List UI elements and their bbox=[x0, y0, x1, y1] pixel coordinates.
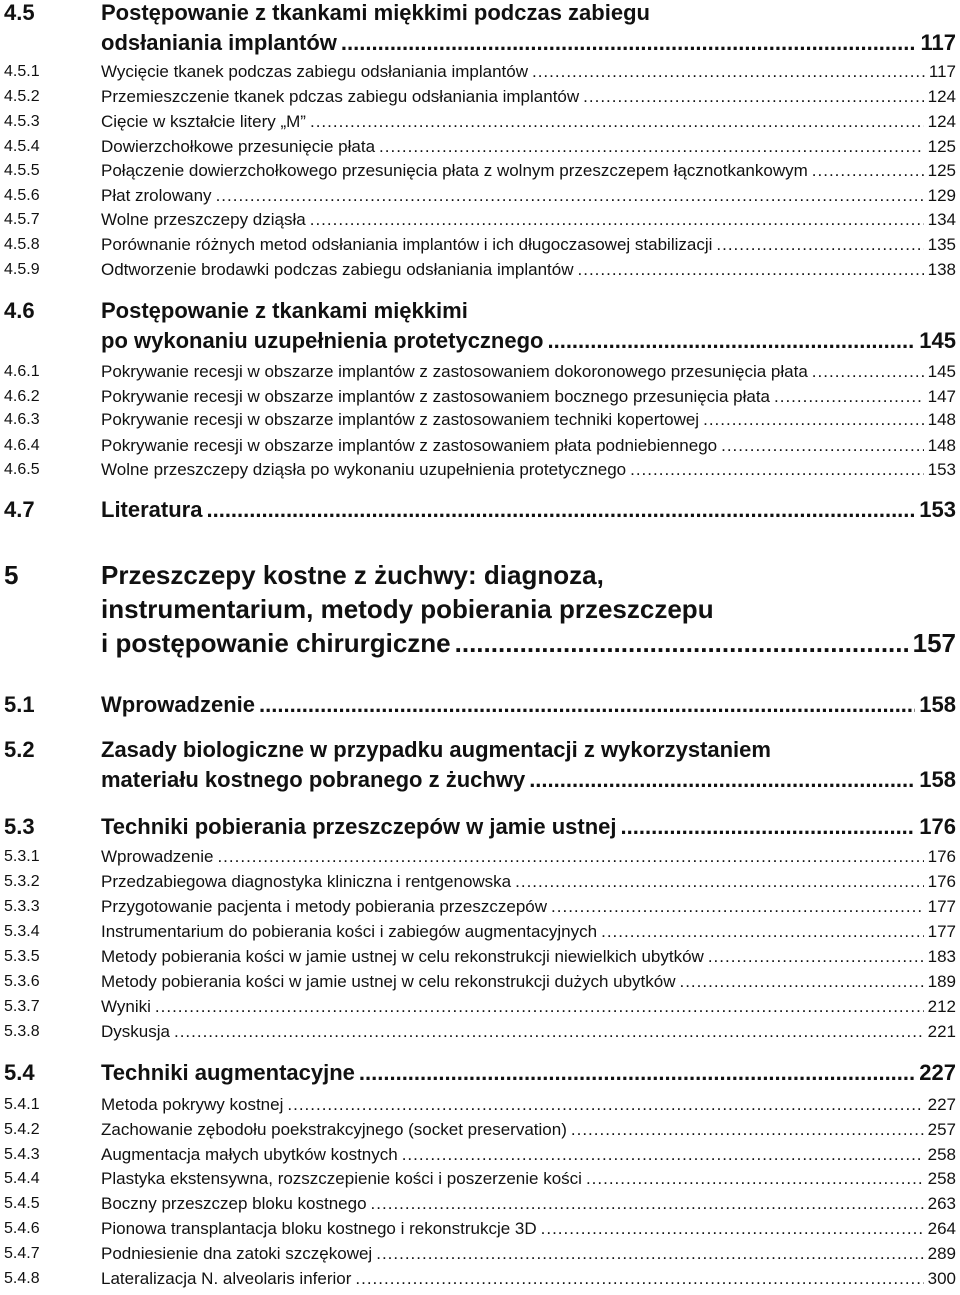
toc-entry-line bbox=[101, 360, 956, 384]
toc-entry-page-number: 129 bbox=[927, 186, 956, 205]
toc-entry-number: 5.3.1 bbox=[4, 848, 40, 865]
toc-entry-number: 4.6.3 bbox=[4, 411, 40, 428]
toc-entry-number: 4.5.9 bbox=[4, 261, 40, 278]
toc-entry-title: Pionowa transplantacja bloku kostnego i rekonstrukcje 3D bbox=[101, 1219, 537, 1238]
toc-entry[interactable] bbox=[0, 208, 956, 232]
toc-entry-number: 5.4.5 bbox=[4, 1195, 40, 1212]
toc-entry-page-number: 148 bbox=[927, 436, 956, 455]
toc-entry[interactable] bbox=[0, 970, 956, 994]
toc-entry-line bbox=[101, 0, 956, 28]
toc-entry-title: Dyskusja bbox=[101, 1022, 170, 1041]
toc-entry-line bbox=[101, 85, 956, 109]
dot-leader bbox=[310, 110, 924, 134]
toc-entry-number: 5.4.7 bbox=[4, 1245, 40, 1262]
toc-entry[interactable] bbox=[0, 60, 956, 84]
dot-leader bbox=[371, 1192, 924, 1216]
toc-entry-number: 5.3.6 bbox=[4, 973, 40, 990]
toc-entry-page-number: 148 bbox=[927, 410, 956, 429]
toc-entry-line bbox=[101, 60, 956, 84]
dot-leader bbox=[532, 60, 925, 84]
toc-entry[interactable] bbox=[0, 895, 956, 919]
toc-entry-page-number: 153 bbox=[919, 497, 956, 522]
toc-entry[interactable] bbox=[0, 945, 956, 969]
toc-entry-page-number: 145 bbox=[919, 328, 956, 353]
toc-entry-number: 5.3.7 bbox=[4, 998, 40, 1015]
dot-leader bbox=[703, 408, 924, 432]
toc-entry[interactable] bbox=[0, 110, 956, 134]
toc-entry-line bbox=[101, 845, 956, 869]
toc-entry-line bbox=[101, 812, 956, 842]
dot-leader bbox=[621, 812, 916, 842]
dot-leader bbox=[259, 690, 915, 720]
toc-entry-page-number: 289 bbox=[927, 1244, 956, 1263]
toc-entry-page-number: 258 bbox=[927, 1145, 956, 1164]
toc-entry-title: Pokrywanie recesji w obszarze implantów z zastosowaniem bocznego przesunięcia płata bbox=[101, 387, 770, 406]
dot-leader bbox=[359, 1058, 915, 1088]
toc-entry-title: Wolne przeszczepy dziąsła bbox=[101, 210, 306, 229]
dot-leader bbox=[174, 1020, 924, 1044]
toc-entry-number: 4.6.1 bbox=[4, 363, 40, 380]
toc-entry-title: Wprowadzenie bbox=[101, 847, 214, 866]
toc-entry-title: po wykonaniu uzupełnienia protetycznego bbox=[101, 328, 544, 353]
toc-entry-line bbox=[101, 28, 956, 58]
toc-entry[interactable] bbox=[0, 1143, 956, 1167]
toc-entry-title: instrumentarium, metody pobierania przeszczepu bbox=[101, 594, 714, 624]
toc-entry-text bbox=[101, 184, 956, 208]
toc-entry-line bbox=[101, 385, 956, 409]
toc-entry-number: 5.3.8 bbox=[4, 1023, 40, 1040]
toc-entry-line bbox=[101, 495, 956, 525]
toc-entry-number: 4.6.4 bbox=[4, 437, 40, 454]
toc-entry-text bbox=[101, 1167, 956, 1191]
toc-entry-page-number: 212 bbox=[927, 997, 956, 1016]
toc-entry-title: Cięcie w kształcie litery „M” bbox=[101, 112, 306, 131]
toc-entry-title: materiału kostnego pobranego z żuchwy bbox=[101, 767, 526, 792]
toc-entry-page-number: 135 bbox=[927, 235, 956, 254]
toc-entry-text bbox=[101, 1118, 956, 1142]
toc-entry-text bbox=[101, 296, 956, 356]
toc-entry-line bbox=[101, 458, 956, 482]
toc-entry-title: Postępowanie z tkankami miękkimi podczas zabiegu bbox=[101, 0, 650, 25]
toc-entry-number: 5 bbox=[4, 560, 19, 590]
toc-entry-line bbox=[101, 690, 956, 720]
toc-entry-line bbox=[101, 208, 956, 232]
toc-entry[interactable] bbox=[0, 159, 956, 183]
toc-entry-text bbox=[101, 258, 956, 282]
toc-entry-number: 5.2 bbox=[4, 737, 35, 762]
toc-entry-number: 4.5.7 bbox=[4, 211, 40, 228]
dot-leader bbox=[515, 870, 924, 894]
toc-entry-page-number: 257 bbox=[927, 1120, 956, 1139]
toc-entry-line bbox=[101, 920, 956, 944]
toc-entry-number: 4.5.2 bbox=[4, 88, 40, 105]
toc-entry-text bbox=[101, 385, 956, 409]
toc-entry-page-number: 300 bbox=[927, 1269, 956, 1288]
toc-entry-line bbox=[101, 1267, 956, 1291]
toc-entry-number: 5.3 bbox=[4, 814, 35, 839]
toc-entry-page-number: 145 bbox=[927, 362, 956, 381]
toc-entry-page-number: 264 bbox=[927, 1219, 956, 1238]
toc-entry-text bbox=[101, 159, 956, 183]
toc-entry-text bbox=[101, 1217, 956, 1241]
toc-entry-page-number: 125 bbox=[927, 161, 956, 180]
toc-entry-page-number: 227 bbox=[927, 1095, 956, 1114]
dot-leader bbox=[376, 1242, 923, 1266]
dot-leader bbox=[341, 28, 917, 58]
toc-entry-title: Techniki pobierania przeszczepów w jamie ustnej bbox=[101, 814, 617, 839]
toc-entry-text bbox=[101, 1093, 956, 1117]
toc-entry-number: 5.4.4 bbox=[4, 1170, 40, 1187]
toc-entry-number: 5.3.4 bbox=[4, 923, 40, 940]
toc-entry-title: Metody pobierania kości w jamie ustnej w celu rekonstrukcji niewielkich ubytków bbox=[101, 947, 704, 966]
dot-leader bbox=[217, 845, 923, 869]
toc-entry-page-number: 176 bbox=[927, 847, 956, 866]
toc-entry-title: Porównanie różnych metod odsłaniania implantów i ich długoczasowej stabilizacji bbox=[101, 235, 713, 254]
toc-entry-number: 4.5.8 bbox=[4, 236, 40, 253]
toc-entry-line bbox=[101, 1143, 956, 1167]
toc-entry-line bbox=[101, 1167, 956, 1191]
toc-entry-line bbox=[101, 895, 956, 919]
toc-entry-line bbox=[101, 1118, 956, 1142]
toc-entry-title: Pokrywanie recesji w obszarze implantów z zastosowaniem płata podniebiennego bbox=[101, 436, 718, 455]
toc-entry-number: 4.5 bbox=[4, 0, 35, 25]
toc-entry-line bbox=[101, 326, 956, 356]
toc-entry-title: Techniki augmentacyjne bbox=[101, 1060, 355, 1085]
toc-entry[interactable] bbox=[0, 1167, 956, 1191]
toc-entry-text bbox=[101, 845, 956, 869]
toc-entry-line bbox=[101, 870, 956, 894]
toc-entry-text bbox=[101, 135, 956, 159]
dot-leader bbox=[206, 495, 915, 525]
toc-entry-title: Pokrywanie recesji w obszarze implantów z zastosowaniem techniki kopertowej bbox=[101, 410, 700, 429]
toc-entry-title: Pokrywanie recesji w obszarze implantów z zastosowaniem dokoronowego przesunięcia płata bbox=[101, 362, 808, 381]
toc-entry-number: 4.5.4 bbox=[4, 138, 40, 155]
toc-entry-text bbox=[101, 1020, 956, 1044]
toc-entry-page-number: 125 bbox=[927, 137, 956, 156]
dot-leader bbox=[455, 626, 909, 660]
toc-entry-line bbox=[101, 159, 956, 183]
toc-entry-number: 5.1 bbox=[4, 692, 35, 717]
toc-entry-page-number: 117 bbox=[920, 30, 956, 55]
toc-entry-text bbox=[101, 995, 956, 1019]
toc-entry-line bbox=[101, 765, 956, 795]
toc-entry-line bbox=[101, 1242, 956, 1266]
dot-leader bbox=[586, 1167, 924, 1191]
toc-entry-number: 4.6.5 bbox=[4, 461, 40, 478]
toc-entry-text bbox=[101, 735, 956, 795]
toc-entry-title: i postępowanie chirurgiczne bbox=[101, 628, 451, 658]
toc-entry[interactable] bbox=[0, 1118, 956, 1142]
toc-entry-page-number: 177 bbox=[927, 922, 956, 941]
toc-entry-title: Lateralizacja N. alveolaris inferior bbox=[101, 1269, 352, 1288]
toc-entry-number: 4.6.2 bbox=[4, 388, 40, 405]
toc-entry-title: Literatura bbox=[101, 497, 203, 522]
toc-entry-title: Metoda pokrywy kostnej bbox=[101, 1095, 284, 1114]
toc-entry-text bbox=[101, 812, 956, 842]
toc-entry-title: Boczny przeszczep bloku kostnego bbox=[101, 1194, 367, 1213]
toc-entry-page-number: 189 bbox=[927, 972, 956, 991]
toc-entry-text bbox=[101, 408, 956, 432]
toc-entry-page-number: 117 bbox=[928, 62, 956, 81]
toc-entry[interactable] bbox=[0, 995, 956, 1019]
toc-entry[interactable] bbox=[0, 920, 956, 944]
dot-leader bbox=[402, 1143, 924, 1167]
toc-entry-text bbox=[101, 233, 956, 257]
dot-leader bbox=[679, 970, 923, 994]
toc-entry-title: Postępowanie z tkankami miękkimi bbox=[101, 298, 468, 323]
toc-entry[interactable] bbox=[0, 258, 956, 282]
toc-entry-number: 4.5.3 bbox=[4, 113, 40, 130]
toc-entry[interactable] bbox=[0, 1267, 956, 1291]
toc-entry-title: Podniesienie dna zatoki szczękowej bbox=[101, 1244, 373, 1263]
toc-entry-line bbox=[101, 592, 956, 626]
toc-entry-line bbox=[101, 735, 956, 765]
toc-entry-line bbox=[101, 970, 956, 994]
toc-entry-text bbox=[101, 945, 956, 969]
toc-entry-page-number: 138 bbox=[927, 260, 956, 279]
toc-entry-number: 5.4.2 bbox=[4, 1121, 40, 1138]
toc-entry-line bbox=[101, 945, 956, 969]
toc-entry-title: Wyniki bbox=[101, 997, 151, 1016]
toc-entry-text bbox=[101, 1143, 956, 1167]
toc-entry[interactable] bbox=[0, 233, 956, 257]
toc-entry-number: 5.4.3 bbox=[4, 1146, 40, 1163]
toc-entry-page-number: 124 bbox=[927, 87, 956, 106]
toc-entry-text bbox=[101, 495, 956, 525]
toc-entry-title: Przeszczepy kostne z żuchwy: diagnoza, bbox=[101, 560, 604, 590]
toc-entry-page-number: 258 bbox=[927, 1169, 956, 1188]
toc-entry[interactable] bbox=[0, 434, 956, 458]
toc-entry-title: Wprowadzenie bbox=[101, 692, 256, 717]
toc-entry-line bbox=[101, 110, 956, 134]
dot-leader bbox=[551, 895, 924, 919]
toc-entry-number: 4.6 bbox=[4, 298, 35, 323]
dot-leader bbox=[529, 765, 915, 795]
dot-leader bbox=[583, 85, 923, 109]
toc-entry-title: Przemieszczenie tkanek pdczas zabiegu odsłaniania implantów bbox=[101, 87, 580, 106]
toc-entry-page-number: 177 bbox=[927, 897, 956, 916]
toc-entry-page-number: 263 bbox=[927, 1194, 956, 1213]
dot-leader bbox=[716, 233, 923, 257]
toc-entry-line bbox=[101, 184, 956, 208]
toc-entry[interactable] bbox=[0, 870, 956, 894]
toc-entry-page-number: 134 bbox=[927, 210, 956, 229]
toc-entry-number: 4.5.1 bbox=[4, 63, 40, 80]
toc-entry-text bbox=[101, 558, 956, 660]
toc-entry-text bbox=[101, 1058, 956, 1088]
toc-entry[interactable] bbox=[0, 1192, 956, 1216]
dot-leader bbox=[578, 258, 924, 282]
toc-entry-line bbox=[101, 434, 956, 458]
dot-leader bbox=[379, 135, 924, 159]
toc-entry-page-number: 157 bbox=[912, 628, 956, 658]
toc-entry-text bbox=[101, 870, 956, 894]
dot-leader bbox=[630, 458, 924, 482]
toc-entry-text bbox=[101, 85, 956, 109]
toc-entry-title: Zasady biologiczne w przypadku augmentacji z wykorzystaniem bbox=[101, 737, 771, 762]
toc-entry[interactable] bbox=[0, 360, 956, 384]
toc-entry-page-number: 183 bbox=[927, 947, 956, 966]
toc-entry-number: 5.3.5 bbox=[4, 948, 40, 965]
toc-entry[interactable] bbox=[0, 1217, 956, 1241]
toc-entry-text bbox=[101, 1267, 956, 1291]
dot-leader bbox=[287, 1093, 923, 1117]
dot-leader bbox=[601, 920, 924, 944]
toc-entry-line bbox=[101, 995, 956, 1019]
toc-entry-text bbox=[101, 1192, 956, 1216]
toc-entry-text bbox=[101, 0, 956, 58]
toc-entry-title: Odtworzenie brodawki podczas zabiegu odsłaniania implantów bbox=[101, 260, 574, 279]
dot-leader bbox=[155, 995, 924, 1019]
toc-entry[interactable] bbox=[0, 408, 956, 432]
toc-entry-title: Instrumentarium do pobierania kości i zabiegów augmentacyjnych bbox=[101, 922, 598, 941]
toc-entry-title: Metody pobierania kości w jamie ustnej w celu rekonstrukcji dużych ubytków bbox=[101, 972, 676, 991]
toc-entry-number: 5.3.3 bbox=[4, 898, 40, 915]
toc-entry-text bbox=[101, 208, 956, 232]
toc-entry-title: Przedzabiegowa diagnostyka kliniczna i rentgenowska bbox=[101, 872, 512, 891]
toc-entry-line bbox=[101, 1058, 956, 1088]
toc-entry-line bbox=[101, 296, 956, 326]
toc-entry-title: Wolne przeszczepy dziąsła po wykonaniu uzupełnienia protetycznego bbox=[101, 460, 627, 479]
toc-entry-line bbox=[101, 135, 956, 159]
toc-entry-title: Płat zrolowany bbox=[101, 186, 212, 205]
dot-leader bbox=[541, 1217, 924, 1241]
toc-entry-title: Przygotowanie pacjenta i metody pobierania przeszczepów bbox=[101, 897, 548, 916]
toc-entry-text bbox=[101, 360, 956, 384]
toc-entry[interactable] bbox=[0, 458, 956, 482]
toc-entry-text bbox=[101, 920, 956, 944]
toc-entry-text bbox=[101, 690, 956, 720]
toc-entry-line bbox=[101, 558, 956, 592]
dot-leader bbox=[571, 1118, 924, 1142]
toc-entry-line bbox=[101, 233, 956, 257]
toc-entry-line bbox=[101, 1217, 956, 1241]
toc-entry[interactable] bbox=[0, 845, 956, 869]
toc-entry-line bbox=[101, 258, 956, 282]
toc-entry-text bbox=[101, 434, 956, 458]
toc-entry[interactable] bbox=[0, 135, 956, 159]
dot-leader bbox=[708, 945, 924, 969]
dot-leader bbox=[310, 208, 924, 232]
toc-entry-title: Plastyka ekstensywna, rozszczepienie kości i poszerzenie kości bbox=[101, 1169, 582, 1188]
dot-leader bbox=[812, 360, 924, 384]
toc-entry-title: Wycięcie tkanek podczas zabiegu odsłaniania implantów bbox=[101, 62, 528, 81]
toc-entry[interactable] bbox=[0, 1020, 956, 1044]
toc-entry-text bbox=[101, 1242, 956, 1266]
toc-entry-text bbox=[101, 458, 956, 482]
toc-entry[interactable] bbox=[0, 85, 956, 109]
toc-entry-text bbox=[101, 895, 956, 919]
toc-entry-page-number: 227 bbox=[919, 1060, 956, 1085]
toc-entry-number: 5.4 bbox=[4, 1060, 35, 1085]
dot-leader bbox=[355, 1267, 923, 1291]
toc-entry-page-number: 158 bbox=[919, 692, 956, 717]
dot-leader bbox=[812, 159, 924, 183]
toc-entry-number: 5.4.6 bbox=[4, 1220, 40, 1237]
toc-entry-title: Połączenie dowierzchołkowego przesunięcia płata z wolnym przeszczepem łącznotkankowym bbox=[101, 161, 808, 180]
toc-entry[interactable] bbox=[0, 385, 956, 409]
toc-entry-number: 4.7 bbox=[4, 497, 35, 522]
toc-entry-text bbox=[101, 970, 956, 994]
dot-leader bbox=[774, 385, 924, 409]
toc-entry-page-number: 124 bbox=[927, 112, 956, 131]
toc-entry-page-number: 176 bbox=[919, 814, 956, 839]
toc-entry[interactable] bbox=[0, 1093, 956, 1117]
toc-entry-line bbox=[101, 626, 956, 660]
dot-leader bbox=[721, 434, 924, 458]
toc-entry-title: Dowierzchołkowe przesunięcie płata bbox=[101, 137, 376, 156]
toc-entry-number: 4.5.5 bbox=[4, 162, 40, 179]
dot-leader bbox=[547, 326, 915, 356]
toc-entry-text bbox=[101, 60, 956, 84]
toc-entry-line bbox=[101, 1192, 956, 1216]
toc-entry-page-number: 158 bbox=[919, 767, 956, 792]
toc-entry-number: 4.5.6 bbox=[4, 187, 40, 204]
toc-entry-line bbox=[101, 408, 956, 432]
toc-entry[interactable] bbox=[0, 1242, 956, 1266]
toc-entry-number: 5.3.2 bbox=[4, 873, 40, 890]
toc-entry-page-number: 221 bbox=[927, 1022, 956, 1041]
toc-entry[interactable] bbox=[0, 184, 956, 208]
toc-entry-title: Zachowanie zębodołu poekstrakcyjnego (socket preservation) bbox=[101, 1120, 567, 1139]
toc-entry-line bbox=[101, 1093, 956, 1117]
toc-entry-title: odsłaniania implantów bbox=[101, 30, 337, 55]
toc-entry-text bbox=[101, 110, 956, 134]
toc-entry-line bbox=[101, 1020, 956, 1044]
toc-entry-page-number: 147 bbox=[927, 387, 956, 406]
toc-entry-title: Augmentacja małych ubytków kostnych bbox=[101, 1145, 398, 1164]
toc-entry-number: 5.4.8 bbox=[4, 1270, 40, 1287]
toc-entry-number: 5.4.1 bbox=[4, 1096, 40, 1113]
toc-entry-page-number: 176 bbox=[927, 872, 956, 891]
dot-leader bbox=[216, 184, 924, 208]
toc-entry-page-number: 153 bbox=[927, 460, 956, 479]
